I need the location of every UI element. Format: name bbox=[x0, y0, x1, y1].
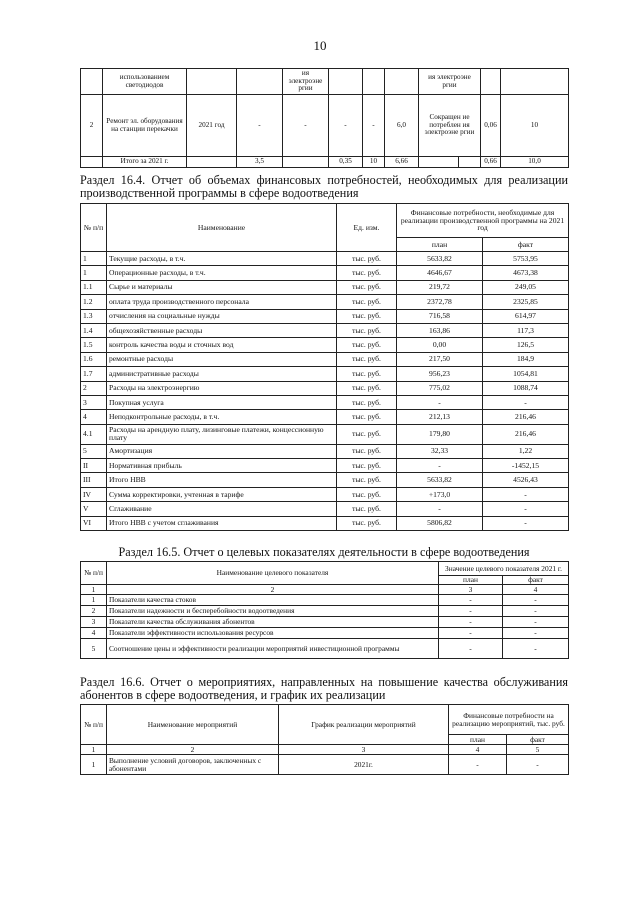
cell-fact: - bbox=[483, 395, 569, 409]
header-unit: Ед. изм. bbox=[337, 204, 397, 252]
table-row bbox=[81, 487, 569, 501]
cell-name: Показатели качества стоков bbox=[107, 595, 439, 606]
cell-value: - bbox=[363, 95, 385, 157]
cell-fact: - bbox=[503, 606, 569, 617]
table-row bbox=[81, 639, 569, 659]
cell-name: Итого НВВ с учетом сглаживания bbox=[107, 516, 337, 530]
header-col-number: 2 bbox=[107, 585, 439, 595]
cell-plan: 2372,78 bbox=[397, 295, 483, 309]
cell-value: 6,0 bbox=[385, 95, 419, 157]
cell-num: 1.3 bbox=[81, 309, 107, 323]
cell-name: контроль качества воды и сточных вод bbox=[107, 338, 337, 352]
cell-fact: - bbox=[507, 755, 569, 775]
table-row bbox=[81, 424, 569, 444]
section-16-5-title: Раздел 16.5. Отчет о целевых показателях деятельности в сфере водоотведения bbox=[118, 545, 530, 559]
cell-effect: Сокращен ие потреблен ия электроэне ргии bbox=[419, 95, 481, 157]
table-row bbox=[81, 628, 569, 639]
cell-name: Сумма корректировки, учтенная в тарифе bbox=[107, 487, 337, 501]
header-name: Наименование bbox=[107, 204, 337, 252]
cell-num: 3 bbox=[81, 395, 107, 409]
cell-unit: тыс. руб. bbox=[337, 473, 397, 487]
cell-num: 1.1 bbox=[81, 280, 107, 294]
cell-plan: - bbox=[449, 755, 507, 775]
cell-name: Расходы на электроэнергию bbox=[107, 381, 337, 395]
header-schedule: График реализации мероприятий bbox=[279, 705, 449, 745]
total-value: 10 bbox=[363, 157, 385, 168]
cell-plan: - bbox=[439, 595, 503, 606]
cell-plan: 163,86 bbox=[397, 323, 483, 337]
header-num: № п/п bbox=[81, 204, 107, 252]
cell-plan: - bbox=[439, 617, 503, 628]
cell-unit: тыс. руб. bbox=[337, 424, 397, 444]
table-row bbox=[81, 381, 569, 395]
cell-unit: тыс. руб. bbox=[337, 309, 397, 323]
cell-fact: 249,05 bbox=[483, 280, 569, 294]
cell-name: Итого НВВ bbox=[107, 473, 337, 487]
table-row bbox=[81, 444, 569, 458]
header-col-number: 3 bbox=[279, 745, 449, 755]
cell-name: Расходы на арендную плату, лизинговые платежи, концессионную плату bbox=[107, 424, 337, 444]
measures-table bbox=[80, 704, 569, 775]
cell-plan: 5633,82 bbox=[397, 473, 483, 487]
header-fact: факт bbox=[483, 238, 569, 252]
cell-name: Соотношение цены и эффективности реализации мероприятий инвестиционной программы bbox=[107, 639, 439, 659]
financial-needs-table bbox=[80, 203, 569, 531]
cell-plan: 775,02 bbox=[397, 381, 483, 395]
cell-plan: - bbox=[439, 639, 503, 659]
cell-plan: 32,33 bbox=[397, 444, 483, 458]
header-col-number: 5 bbox=[507, 745, 569, 755]
total-label: Итого за 2021 г. bbox=[103, 157, 187, 168]
cell-plan: 219,72 bbox=[397, 280, 483, 294]
cell-period: 2021 год bbox=[187, 95, 237, 157]
table-row bbox=[81, 266, 569, 280]
header-plan: план bbox=[449, 735, 507, 745]
cell-fact: 5753,95 bbox=[483, 252, 569, 266]
cell-plan: +173,0 bbox=[397, 487, 483, 501]
cell-unit: тыс. руб. bbox=[337, 395, 397, 409]
table-row bbox=[81, 280, 569, 294]
cell-fact: 216,46 bbox=[483, 424, 569, 444]
cell-value: - bbox=[237, 95, 283, 157]
cell-unit: тыс. руб. bbox=[337, 295, 397, 309]
table-row bbox=[81, 295, 569, 309]
cell-value: 10 bbox=[501, 95, 569, 157]
cell-fact: - bbox=[483, 487, 569, 501]
cell-unit: тыс. руб. bbox=[337, 280, 397, 294]
header-plan: план bbox=[439, 576, 503, 585]
table-row bbox=[81, 755, 569, 775]
cell-num: 1.2 bbox=[81, 295, 107, 309]
cell-effect: ия электроэне ргии bbox=[419, 69, 481, 95]
cell-plan: - bbox=[439, 606, 503, 617]
page-number: 10 bbox=[313, 38, 327, 53]
cell-value: - bbox=[329, 95, 363, 157]
cell-plan: - bbox=[397, 502, 483, 516]
cell-fact: 4673,38 bbox=[483, 266, 569, 280]
cell-plan: 212,13 bbox=[397, 410, 483, 424]
cell-unit: тыс. руб. bbox=[337, 410, 397, 424]
cell-plan: 0,00 bbox=[397, 338, 483, 352]
cell-effect: ия электроэне ргии bbox=[283, 69, 329, 95]
top-table bbox=[80, 68, 569, 168]
total-value: 3,5 bbox=[237, 157, 283, 168]
table-row bbox=[81, 595, 569, 606]
cell-name: Покупная услуга bbox=[107, 395, 337, 409]
cell-name: общехозяйственные расходы bbox=[107, 323, 337, 337]
cell-num: 1 bbox=[81, 252, 107, 266]
total-value: 0,35 bbox=[329, 157, 363, 168]
cell-unit: тыс. руб. bbox=[337, 323, 397, 337]
cell-num: V bbox=[81, 502, 107, 516]
table-row bbox=[81, 516, 569, 530]
cell-fact: 614,97 bbox=[483, 309, 569, 323]
cell-num: 3 bbox=[81, 617, 107, 628]
table-row bbox=[81, 502, 569, 516]
section-16-6-title: Раздел 16.6. Отчет о мероприятиях, направленных на повышение качества обслуживания абонентов в сфере водоотведения, и график их реализации bbox=[80, 675, 568, 702]
cell-name: Нормативная прибыль bbox=[107, 459, 337, 473]
cell-fact: -1452,15 bbox=[483, 459, 569, 473]
cell-fact: 4526,43 bbox=[483, 473, 569, 487]
cell-plan: - bbox=[439, 628, 503, 639]
table-row bbox=[81, 473, 569, 487]
table-row bbox=[81, 69, 569, 95]
target-indicators-table bbox=[80, 561, 569, 659]
cell-num: 1.4 bbox=[81, 323, 107, 337]
cell-num: 1 bbox=[81, 755, 107, 775]
cell-fact: 1,22 bbox=[483, 444, 569, 458]
cell-name: Выполнение условий договоров, заключенных с абонентами bbox=[107, 755, 279, 775]
cell-name: использованием светодиодов bbox=[103, 69, 187, 95]
section-16-4-title: Раздел 16.4. Отчет об объемах финансовых потребностей, необходимых для реализации производственной программы в сфере водоотведения bbox=[80, 173, 568, 200]
cell-name: Показатели надежности и бесперебойности водоотведения bbox=[107, 606, 439, 617]
total-value: 6,66 bbox=[385, 157, 419, 168]
cell-plan: 5806,82 bbox=[397, 516, 483, 530]
cell-name: Ремонт эл. оборудования на станции перекачки bbox=[103, 95, 187, 157]
total-value: 10,0 bbox=[501, 157, 569, 168]
cell-fact: 1088,74 bbox=[483, 381, 569, 395]
cell-name: ремонтные расходы bbox=[107, 352, 337, 366]
cell-value: 0,06 bbox=[481, 95, 501, 157]
header-col-number: 1 bbox=[81, 745, 107, 755]
header-needs: Финансовые потребности, необходимые для реализации производственной программы на 2021 год bbox=[397, 204, 569, 238]
header-col-number: 2 bbox=[107, 745, 279, 755]
cell-num: III bbox=[81, 473, 107, 487]
cell-plan: - bbox=[397, 459, 483, 473]
cell-name: Сглаживание bbox=[107, 502, 337, 516]
cell-name: отчисления на социальные нужды bbox=[107, 309, 337, 323]
header-col-number: 1 bbox=[81, 585, 107, 595]
cell-name: Неподконтрольные расходы, в т.ч. bbox=[107, 410, 337, 424]
cell-fact: 216,46 bbox=[483, 410, 569, 424]
cell-num: 1.5 bbox=[81, 338, 107, 352]
cell-plan: 716,58 bbox=[397, 309, 483, 323]
cell-name: Сырье и материалы bbox=[107, 280, 337, 294]
header-needs: Финансовые потребности на реализацию мероприятий, тыс. руб. bbox=[449, 705, 569, 735]
cell-num: 4.1 bbox=[81, 424, 107, 444]
table-row bbox=[81, 352, 569, 366]
cell-plan: 956,23 bbox=[397, 367, 483, 381]
cell-schedule: 2021г. bbox=[279, 755, 449, 775]
cell-plan: 217,50 bbox=[397, 352, 483, 366]
header-fact: факт bbox=[503, 576, 569, 585]
cell-unit: тыс. руб. bbox=[337, 367, 397, 381]
cell-unit: тыс. руб. bbox=[337, 252, 397, 266]
table-row bbox=[81, 323, 569, 337]
cell-unit: тыс. руб. bbox=[337, 338, 397, 352]
cell-plan: 5633,82 bbox=[397, 252, 483, 266]
cell-num: 2 bbox=[81, 95, 103, 157]
cell-unit: тыс. руб. bbox=[337, 459, 397, 473]
cell-value: - bbox=[283, 95, 329, 157]
cell-fact: - bbox=[503, 595, 569, 606]
cell-unit: тыс. руб. bbox=[337, 381, 397, 395]
header-fact: факт bbox=[507, 735, 569, 745]
cell-unit: тыс. руб. bbox=[337, 444, 397, 458]
cell-fact: 126,5 bbox=[483, 338, 569, 352]
table-row bbox=[81, 410, 569, 424]
header-col-number: 3 bbox=[439, 585, 503, 595]
table-row bbox=[81, 95, 569, 157]
cell-fact: - bbox=[483, 502, 569, 516]
cell-unit: тыс. руб. bbox=[337, 487, 397, 501]
cell-name: административные расходы bbox=[107, 367, 337, 381]
header-value: Значение целевого показателя 2021 г. bbox=[439, 562, 569, 576]
table-row bbox=[81, 459, 569, 473]
cell-num: 5 bbox=[81, 444, 107, 458]
cell-fact: 2325,85 bbox=[483, 295, 569, 309]
cell-unit: тыс. руб. bbox=[337, 352, 397, 366]
header-num: № п/п bbox=[81, 562, 107, 585]
cell-fact: - bbox=[503, 628, 569, 639]
cell-name: Показатели эффективности использования ресурсов bbox=[107, 628, 439, 639]
cell-num: 1 bbox=[81, 595, 107, 606]
header-col-number: 4 bbox=[503, 585, 569, 595]
table-row bbox=[81, 252, 569, 266]
cell-name: Операционные расходы, в т.ч. bbox=[107, 266, 337, 280]
table-row bbox=[81, 338, 569, 352]
cell-num: 1.7 bbox=[81, 367, 107, 381]
cell-name: Текущие расходы, в т.ч. bbox=[107, 252, 337, 266]
cell-num: VI bbox=[81, 516, 107, 530]
cell-unit: тыс. руб. bbox=[337, 266, 397, 280]
cell-num: 1 bbox=[81, 266, 107, 280]
cell-num: II bbox=[81, 459, 107, 473]
cell-fact: - bbox=[503, 617, 569, 628]
total-value: 0,66 bbox=[481, 157, 501, 168]
table-row bbox=[81, 617, 569, 628]
cell-num: 2 bbox=[81, 606, 107, 617]
cell-name: оплата труда производственного персонала bbox=[107, 295, 337, 309]
table-row bbox=[81, 606, 569, 617]
cell-name: Показатели качества обслуживания абонентов bbox=[107, 617, 439, 628]
table-row bbox=[81, 309, 569, 323]
table-row bbox=[81, 395, 569, 409]
cell-num: 5 bbox=[81, 639, 107, 659]
cell-unit: тыс. руб. bbox=[337, 502, 397, 516]
cell-num: IV bbox=[81, 487, 107, 501]
cell-num: 4 bbox=[81, 628, 107, 639]
header-col-number: 4 bbox=[449, 745, 507, 755]
header-name: Наименование целевого показателя bbox=[107, 562, 439, 585]
cell-plan: 4646,67 bbox=[397, 266, 483, 280]
table-row bbox=[81, 367, 569, 381]
cell-name: Амортизация bbox=[107, 444, 337, 458]
cell-fact: 184,9 bbox=[483, 352, 569, 366]
cell-fact: - bbox=[483, 516, 569, 530]
cell-num: 4 bbox=[81, 410, 107, 424]
cell-num: 2 bbox=[81, 381, 107, 395]
header-num: № п/п bbox=[81, 705, 107, 745]
cell-unit: тыс. руб. bbox=[337, 516, 397, 530]
cell-fact: 1054,81 bbox=[483, 367, 569, 381]
cell-fact: - bbox=[503, 639, 569, 659]
table-row-total bbox=[81, 157, 569, 168]
cell-fact: 117,3 bbox=[483, 323, 569, 337]
header-name: Наименование мероприятий bbox=[107, 705, 279, 745]
header-plan: план bbox=[397, 238, 483, 252]
cell-plan: - bbox=[397, 395, 483, 409]
cell-num: 1.6 bbox=[81, 352, 107, 366]
cell-plan: 179,80 bbox=[397, 424, 483, 444]
